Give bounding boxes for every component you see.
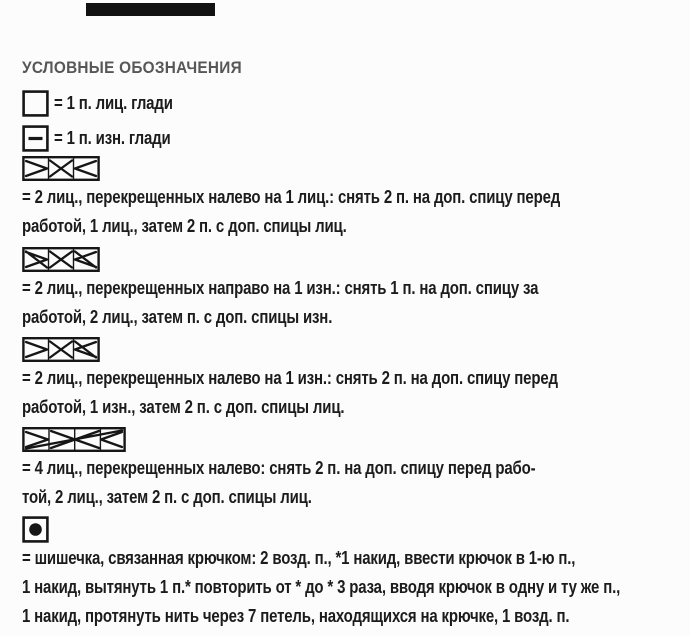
legend-text-line: той, 2 лиц., затем 2 п. с доп. спицы лиц. bbox=[22, 486, 312, 508]
legend-text-line: 1 накид, вытянуть 1 п.* повторить от * до * 3 раза, вводя крючок в одну и ту же п., bbox=[22, 576, 621, 598]
legend-rows bbox=[22, 86, 682, 631]
legend-row bbox=[22, 156, 682, 241]
legend-text-line: = 2 лиц., перекрещенных направо на 1 изн.: снять 1 п. на доп. спицу за bbox=[22, 276, 539, 298]
legend-text-line: работой, 1 лиц., затем 2 п. с доп. спицы лиц. bbox=[22, 215, 347, 237]
legend-row bbox=[22, 246, 682, 331]
legend-title: УСЛОВНЫЕ ОБОЗНАЧЕНИЯ bbox=[22, 59, 242, 77]
legend-text-line: = 2 лиц., перекрещенных налево на 1 изн.: снять 2 п. на доп. спицу перед bbox=[22, 366, 558, 388]
legend-text-line: работой, 1 изн., затем 2 п. с доп. спицы лиц. bbox=[22, 395, 345, 417]
cable-3-left-purl-icon bbox=[22, 336, 100, 363]
legend-row bbox=[22, 121, 682, 156]
legend-text-line: = 1 п. изн. глади bbox=[54, 127, 171, 148]
bobble-square-icon bbox=[22, 516, 49, 543]
legend-text-line: = шишечка, связанная крючком: 2 возд. п., *1 накид, ввести крючок в 1-ю п., bbox=[22, 547, 576, 569]
legend-text-line: = 1 п. лиц. глади bbox=[54, 92, 173, 113]
legend-text-line: = 2 лиц., перекрещенных налево на 1 лиц.: снять 2 п. на доп. спицу перед bbox=[22, 186, 561, 208]
legend-text-line: = 4 лиц., перекрещенных налево: снять 2 п. на доп. спицу перед рабо- bbox=[22, 457, 536, 479]
cable-3-left-icon bbox=[22, 155, 100, 182]
legend-text-line: работой, 2 лиц., затем п. с доп. спицы изн. bbox=[22, 305, 333, 327]
legend-row bbox=[22, 517, 682, 631]
cable-4-left-icon bbox=[22, 426, 126, 453]
scan-artifact-bar bbox=[86, 3, 215, 16]
legend-text-line: 1 накид, протянуть нить через 7 петель, находящихся на крючке, 1 возд. п. bbox=[22, 605, 570, 627]
legend-row bbox=[22, 86, 682, 121]
legend-row bbox=[22, 337, 682, 422]
purl-dash-square-icon bbox=[22, 125, 49, 152]
cable-3-right-icon bbox=[22, 246, 100, 273]
empty-square-icon bbox=[22, 90, 49, 117]
legend-content bbox=[22, 58, 682, 636]
legend-row bbox=[22, 427, 682, 512]
